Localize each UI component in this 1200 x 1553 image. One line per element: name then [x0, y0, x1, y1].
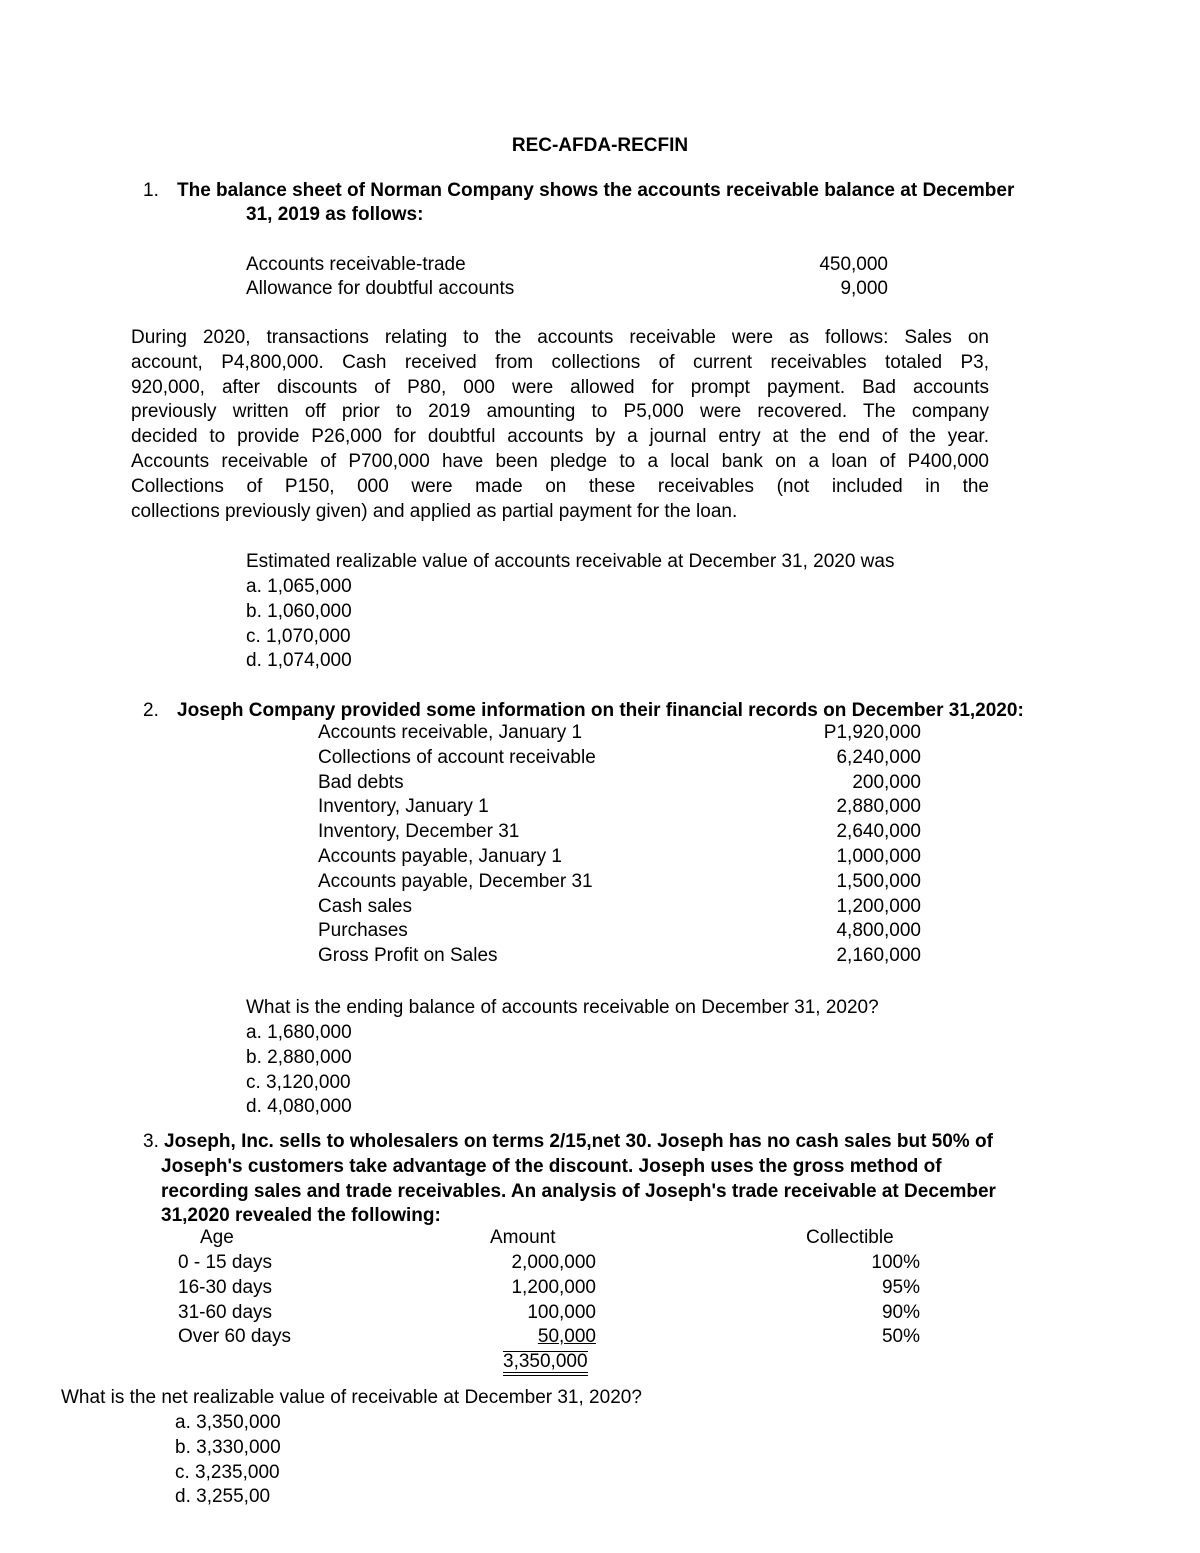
q1-paragraph-line: Accounts receivable of P700,000 have been pledge to a local bank on a loan of P400,000: [131, 450, 989, 472]
q1-paragraph: [131, 326, 989, 524]
q3-collectible: 50%: [881, 1326, 920, 1348]
q2-item-amount: 1,000,000: [836, 845, 921, 867]
q3-collectible: 90%: [881, 1301, 920, 1323]
q3-number: 3.: [143, 1131, 159, 1152]
q1-balance-label: Allowance for doubtful accounts: [246, 278, 515, 299]
q2-choices: [246, 1021, 352, 1120]
q3-age-column: [178, 1251, 291, 1350]
q3-question: What is the net realizable value of receivable at December 31, 2020?: [61, 1387, 642, 1408]
q3-age: 0 - 15 days: [178, 1252, 272, 1273]
q1-question: Estimated realizable value of accounts receivable at December 31, 2020 was: [246, 551, 895, 572]
q1-heading-line1: The balance sheet of Norman Company shows the accounts receivable balance at December: [177, 180, 1015, 201]
q3-choice: d. 3,255,00: [175, 1486, 271, 1508]
q2-number: 2.: [143, 700, 159, 721]
q2-choice: c. 3,120,000: [246, 1071, 351, 1093]
q2-item-amount: 1,200,000: [836, 895, 921, 917]
q2-item-amount: 6,240,000: [836, 746, 921, 768]
q2-heading: Joseph Company provided some information on their financial records on December 31,2020:: [177, 700, 1024, 721]
q1-heading-line2: 31, 2019 as follows:: [246, 204, 424, 225]
q3-heading: [161, 1130, 996, 1229]
q1-paragraph-line: previously written off prior to 2019 amounting to P5,000 were recovered. The company: [131, 401, 989, 423]
q1-choice: d. 1,074,000: [246, 650, 352, 672]
q1-paragraph-line: collections previously given) and applied as partial payment for the loan.: [131, 500, 738, 522]
q2-item-amount: 2,640,000: [836, 821, 921, 843]
q1-balance-amount: 450,000: [819, 254, 888, 275]
q3-collectible: 95%: [881, 1276, 920, 1298]
q3-amount: 50,000: [537, 1326, 596, 1348]
q2-item-labels: [318, 721, 596, 969]
q2-item-label: Collections of account receivable: [318, 746, 596, 768]
q2-item-amount: 2,880,000: [836, 796, 921, 818]
document-title: REC-AFDA-RECFIN: [511, 135, 689, 156]
q2-item-amount: P1,920,000: [823, 722, 921, 743]
q3-choices: [175, 1411, 281, 1510]
q2-item-amount: 200,000: [852, 771, 921, 793]
q3-heading-line: 31,2020 revealed the following:: [161, 1205, 441, 1227]
q2-choice: b. 2,880,000: [246, 1046, 352, 1068]
q2-item-amount: 2,160,000: [836, 945, 921, 967]
q3-choice: c. 3,235,000: [175, 1461, 280, 1483]
q3-age: 31-60 days: [178, 1301, 273, 1323]
q2-choice: a. 1,680,000: [246, 1022, 352, 1043]
q2-item-label: Accounts receivable, January 1: [318, 722, 583, 743]
q3-amount-column: [470, 1251, 596, 1350]
q2-item-label: Bad debts: [318, 771, 404, 793]
q3-amount: 1,200,000: [511, 1276, 596, 1298]
q3-age: Over 60 days: [178, 1326, 291, 1348]
q3-choice: a. 3,350,000: [175, 1412, 281, 1433]
q3-heading-line: recording sales and trade receivables. An analysis of Joseph's trade receivable at December: [161, 1180, 996, 1202]
q1-choice: a. 1,065,000: [246, 576, 352, 597]
q2-item-label: Gross Profit on Sales: [318, 945, 498, 967]
q3-total: [503, 1350, 588, 1376]
q2-item-amount: 1,500,000: [836, 870, 921, 892]
q2-item-label: Accounts payable, January 1: [318, 845, 562, 867]
q3-collectible: 100%: [871, 1252, 920, 1273]
q1-balance-amount: 9,000: [840, 278, 888, 299]
q1-paragraph-line: account, P4,800,000. Cash received from collections of current receivables totaled P3,: [131, 351, 989, 373]
q2-choice: d. 4,080,000: [246, 1096, 352, 1118]
q3-col-collectible: Collectible: [806, 1227, 894, 1248]
q3-heading-line: Joseph's customers take advantage of the discount. Joseph uses the gross method of: [161, 1155, 942, 1177]
q2-item-label: Inventory, December 31: [318, 821, 520, 843]
q2-item-label: Accounts payable, December 31: [318, 870, 593, 892]
q1-choices: [246, 575, 352, 674]
q1-paragraph-line: During 2020, transactions relating to the accounts receivable were as follows: Sales on: [131, 327, 989, 348]
q3-col-amount: Amount: [490, 1227, 556, 1248]
q1-choice: c. 1,070,000: [246, 625, 351, 647]
q1-balance-label: Accounts receivable-trade: [246, 254, 466, 275]
q3-amount: 100,000: [527, 1301, 596, 1323]
q3-age: 16-30 days: [178, 1276, 273, 1298]
q3-collectible-column: [820, 1251, 920, 1350]
q1-paragraph-line: 920,000, after discounts of P80, 000 were allowed for prompt payment. Bad accounts: [131, 376, 989, 398]
q2-item-label: Inventory, January 1: [318, 796, 489, 818]
q1-paragraph-line: Collections of P150, 000 were made on these receivables (not included in the: [131, 475, 989, 497]
q2-item-amount: 4,800,000: [836, 920, 921, 942]
q3-heading-line: Joseph, Inc. sells to wholesalers on terms 2/15,net 30. Joseph has no cash sales but 50% of: [164, 1131, 993, 1152]
q3-choice: b. 3,330,000: [175, 1436, 281, 1458]
q1-choice: b. 1,060,000: [246, 600, 352, 622]
q2-item-label: Purchases: [318, 920, 408, 942]
q3-col-age: Age: [200, 1227, 234, 1248]
q2-item-label: Cash sales: [318, 895, 412, 917]
q2-item-amounts: [760, 721, 921, 969]
q2-question: What is the ending balance of accounts receivable on December 31, 2020?: [246, 997, 879, 1018]
q3-amount: 2,000,000: [511, 1252, 596, 1273]
q3-total-value: 3,350,000: [503, 1351, 588, 1376]
q1-number: 1.: [143, 180, 159, 201]
q1-paragraph-line: decided to provide P26,000 for doubtful accounts by a journal entry at the end of the year.: [131, 426, 989, 448]
